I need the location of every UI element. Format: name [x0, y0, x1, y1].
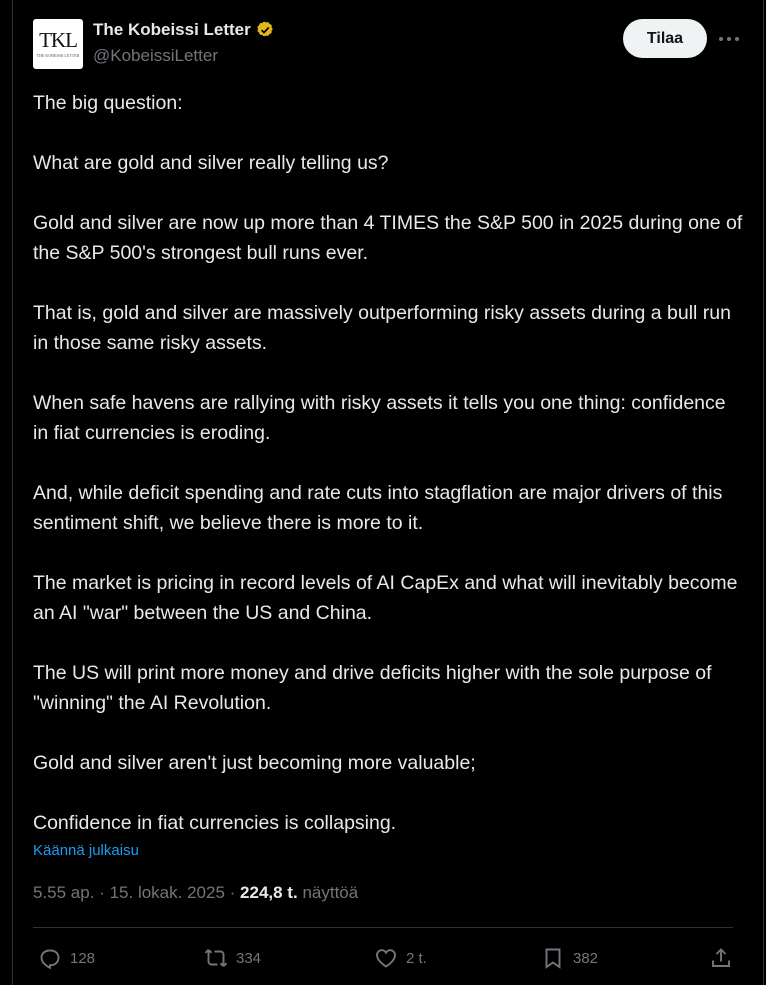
avatar[interactable]: [33, 19, 83, 69]
like-count: 2 t.: [406, 949, 427, 967]
divider: [33, 927, 733, 928]
translate-post-link[interactable]: Käännä julkaisu: [33, 842, 139, 859]
tweet-paragraph: Confidence in fiat currencies is collapsing.: [33, 812, 397, 834]
author-handle[interactable]: @KobeissiLetter: [93, 46, 218, 65]
post-date[interactable]: 15. lokak. 2025: [109, 883, 225, 902]
like-button[interactable]: [374, 940, 427, 976]
subscribe-button[interactable]: Tilaa: [623, 19, 707, 58]
author-display-name[interactable]: The Kobeissi Letter: [93, 20, 251, 39]
more-options-button[interactable]: [716, 27, 742, 51]
tweet-paragraph: What are gold and silver really telling us?: [33, 152, 389, 174]
tweet-paragraph: That is, gold and silver are massively outperforming risky assets during a bull run in those same risky assets.: [33, 302, 737, 354]
reply-button[interactable]: [38, 940, 95, 976]
share-icon: [709, 946, 733, 970]
bookmark-icon: [541, 946, 565, 970]
tweet-paragraph: When safe havens are rallying with risky assets it tells you one thing: confidence in fiat currencies is eroding.: [33, 392, 732, 444]
tweet-text: [33, 88, 748, 838]
tweet-paragraph: The US will print more money and drive deficits higher with the sole purpose of "winning" the AI Revolution.: [33, 662, 717, 714]
tweet-paragraph: Gold and silver are now up more than 4 TIMES the S&P 500 in 2025 during one of the S&P 500's strongest bull runs ever.: [33, 212, 748, 264]
tweet-paragraph: The market is pricing in record levels of AI CapEx and what will inevitably become an AI "war" between the US and China.: [33, 572, 743, 624]
tweet-paragraph: The big question:: [33, 92, 183, 114]
verified-badge-icon[interactable]: [255, 20, 275, 40]
repost-button[interactable]: [204, 940, 261, 976]
more-dots-icon: [718, 36, 740, 42]
avatar-logo-subtext: THE KOBEISSI LETTER: [36, 53, 80, 58]
action-bar: [33, 940, 745, 976]
repost-icon: [204, 946, 228, 970]
tweet-meta: [33, 883, 358, 903]
meta-separator: ·: [99, 883, 105, 902]
share-button[interactable]: [709, 940, 733, 976]
repost-count: 334: [236, 949, 262, 967]
tweet-paragraph: And, while deficit spending and rate cuts into stagflation are major drivers of this sentiment shift, we believe there is more to it.: [33, 482, 728, 534]
tweet-paragraph: Gold and silver aren't just becoming more valuable;: [33, 752, 476, 774]
views-label: näyttöä: [302, 883, 359, 902]
avatar-logo: TKL: [39, 28, 77, 52]
reply-count: 128: [70, 949, 96, 967]
views-count: 224,8 t.: [240, 883, 298, 902]
post-time[interactable]: 5.55 ap.: [33, 883, 95, 902]
heart-icon: [374, 946, 398, 970]
bookmark-button[interactable]: [541, 940, 598, 976]
bookmark-count: 382: [573, 949, 599, 967]
meta-separator: ·: [229, 883, 236, 902]
reply-icon: [38, 946, 62, 970]
author-name-row[interactable]: [93, 20, 275, 40]
